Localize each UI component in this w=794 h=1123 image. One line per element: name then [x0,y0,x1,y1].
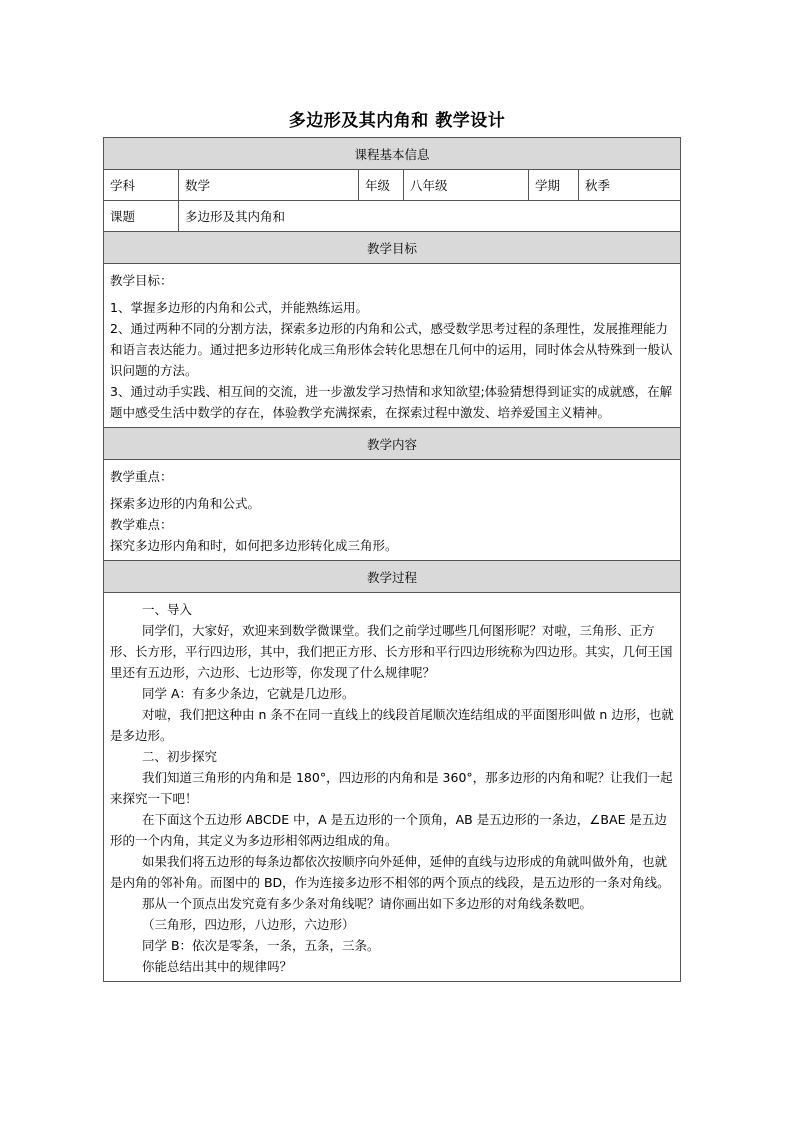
term-value: 秋季 [579,170,681,201]
goal-item: 1、掌握多边形的内角和公式，并能熟练运用。 [110,300,368,315]
process-paragraph: 对啦，我们把这种由 n 条不在同一直线上的线段首尾顺次连结组成的平面图形叫做 n 边形，也就是多边形。 [110,707,674,743]
key-point-value: 探索多边形的内角和公式。 [110,496,261,511]
info-row [104,170,681,201]
goals-row [104,264,681,428]
term-label: 学期 [529,170,579,201]
process-paragraph: 同学们，大家好，欢迎来到数学微课堂。我们之前学过哪些几何图形呢？对啦，三角形、正方形、长方形，平行四边形，其中，我们把正方形、长方形和平行四边形统称为四边形。其实，几何王国里还有五边形，六边形、七边形等，你发现了什么规律呢？ [110,623,673,680]
process-paragraph: 同学 A：有多少条边，它就是几边形。 [142,686,355,701]
process-cell [104,593,681,982]
section-title: 教学内容 [104,428,681,460]
topic-row [104,201,681,232]
content-row [104,460,681,561]
content-cell [104,460,681,561]
process-paragraph: 二、初步探究 [142,749,218,764]
process-paragraph: 同学 B：依次是零条，一条，五条，三条。 [142,938,380,953]
section-header-goals [104,232,681,264]
difficulty-label: 教学难点： [110,517,173,532]
process-paragraph: 你能总结出其中的规律吗？ [142,959,293,974]
topic-label: 课题 [104,201,179,232]
section-title: 课程基本信息 [104,138,681,170]
process-paragraph: （三角形，四边形，八边形，六边形） [142,917,355,932]
process-paragraph: 在下面这个五边形 ABCDE 中，A 是五边形的一个顶角，AB 是五边形的一条边，∠BAE 是五边形的一个内角，其定义为多边形相邻两边组成的角。 [110,812,667,848]
section-header-content [104,428,681,460]
topic-value: 多边形及其内角和 [179,201,681,232]
lesson-plan-table [103,137,681,982]
goals-cell [104,264,681,428]
process-paragraph: 如果我们将五边形的每条边都依次按顺序向外延伸，延伸的直线与边形成的角就叫做外角，也就是内角的邻补角。而图中的 BD，作为连接多边形不相邻的两个顶点的线段，是五边形的一条对角线。 [110,854,670,890]
grade-label: 年级 [359,170,404,201]
goals-heading: 教学目标： [110,273,173,288]
process-row [104,593,681,982]
section-title: 教学目标 [104,232,681,264]
grade-value: 八年级 [404,170,529,201]
document-title: 多边形及其内角和 教学设计 [288,111,506,131]
process-paragraph: 我们知道三角形的内角和是 180°，四边形的内角和是 360°，那多边形的内角和呢？让我们一起来探究一下吧！ [110,770,673,806]
process-paragraph: 一、导入 [142,602,193,617]
section-title: 教学过程 [104,561,681,593]
subject-value: 数学 [179,170,359,201]
section-header-basic-info [104,138,681,170]
section-header-process [104,561,681,593]
key-point-label: 教学重点： [110,469,173,484]
goal-item: 2、通过两种不同的分割方法，探索多边形的内角和公式，感受数学思考过程的条理性，发展推理能力和语言表达能力。通过把多边形转化成三角形体会转化思想在几何中的运用，同时体会从特殊到一般认识问题的方法。 [110,321,673,378]
subject-label: 学科 [104,170,179,201]
process-paragraph: 那从一个顶点出发究竟有多少条对角线呢？请你画出如下多边形的对角线条数吧。 [142,896,593,911]
difficulty-value: 探究多边形内角和时，如何把多边形转化成三角形。 [110,538,398,553]
goal-item: 3、通过动手实践、相互间的交流，进一步激发学习热情和求知欲望;体验猜想得到证实的成就感，在解题中感受生活中数学的存在，体验教学充满探索，在探索过程中激发、培养爱国主义精神。 [110,384,673,420]
